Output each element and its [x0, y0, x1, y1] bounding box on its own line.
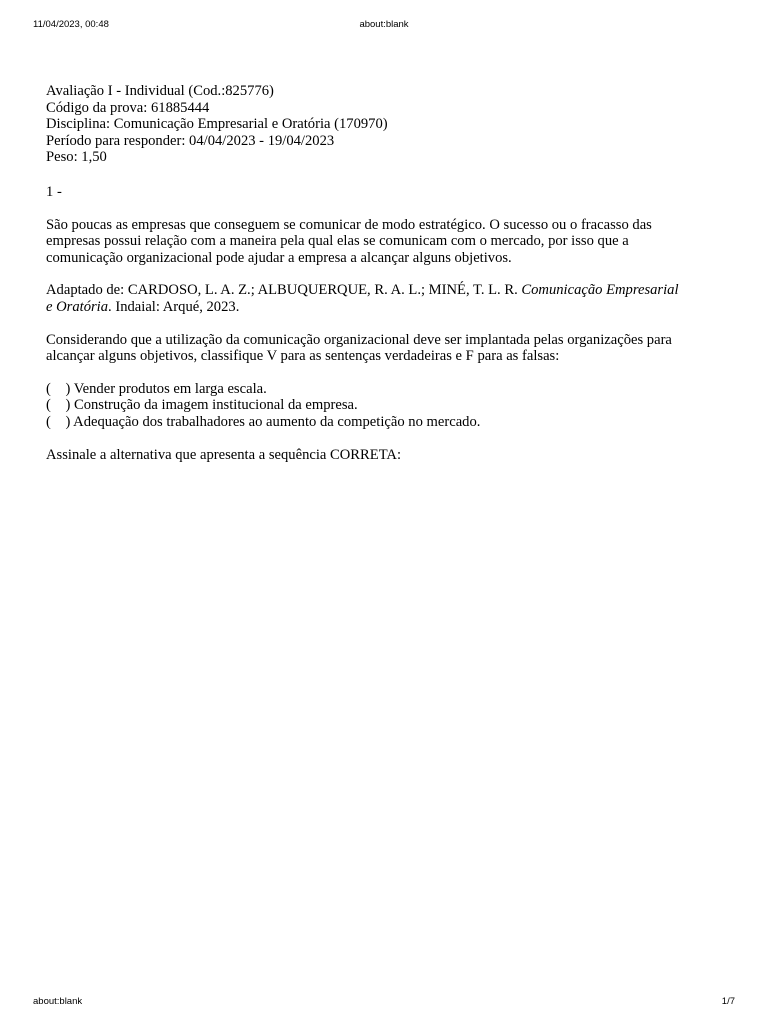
exam-code: Código da prova: 61885444 [46, 99, 210, 116]
citation-authors: Adaptado de: CARDOSO, L. A. Z.; ALBUQUERQUE, R. A. L.; MINÉ, T. L. R. [46, 282, 518, 299]
question-prompt [46, 332, 726, 365]
answer-box: ( ) [46, 380, 71, 397]
exam-period: Período para responder: 04/04/2023 - 19/04/2023 [46, 132, 335, 149]
statement-list [46, 381, 726, 431]
page-number: 1/7 [721, 996, 735, 1007]
statement-item [46, 381, 726, 398]
citation-title-cont: e Oratória [46, 298, 109, 315]
prompt-line: Considerando que a utilização da comunicação organizacional deve ser implantada pelas organizações para [46, 331, 672, 348]
question-instruction: Assinale a alternativa que apresenta a sequência CORRETA: [46, 446, 402, 463]
statement-text: Construção da imagem institucional da empresa. [73, 397, 358, 414]
print-footer [0, 996, 768, 1010]
statement-item [46, 397, 726, 414]
print-datetime: 11/04/2023, 00:48 [33, 19, 109, 30]
exam-weight: Peso: 1,50 [46, 149, 107, 166]
footer-url: about:blank [33, 996, 83, 1007]
citation-title: Comunicação Empresarial [521, 282, 679, 299]
source-citation [46, 282, 726, 315]
exam-title: Avaliação I - Individual (Cod.:825776) [46, 83, 274, 99]
question-number: 1 - [46, 183, 62, 200]
citation-publisher: . Indaial: Arqué, 2023. [108, 298, 240, 315]
exam-discipline: Disciplina: Comunicação Empresarial e Oratória (170970) [46, 116, 388, 133]
statement-text: Adequação dos trabalhadores ao aumento da competição no mercado. [73, 413, 481, 430]
answer-box: ( ) [46, 413, 71, 430]
intro-line: comunicação organizacional pode ajudar a empresa a alcançar alguns objetivos. [46, 249, 512, 266]
question-intro [46, 217, 726, 267]
answer-box: ( ) [46, 397, 71, 414]
print-header [0, 19, 768, 33]
prompt-line: alcançar alguns objetivos, classifique V para as sentenças verdadeiras e F para as falsas: [46, 348, 560, 365]
print-url: about:blank [359, 19, 409, 30]
intro-line: empresas possui relação com a maneira pela qual elas se comunicam com o mercado, por isso que a [46, 233, 629, 250]
exam-content [46, 83, 726, 463]
statement-item [46, 414, 726, 431]
statement-text: Vender produtos em larga escala. [73, 380, 267, 397]
intro-line: São poucas as empresas que conseguem se comunicar de modo estratégico. O sucesso ou o fracasso das [46, 216, 652, 233]
